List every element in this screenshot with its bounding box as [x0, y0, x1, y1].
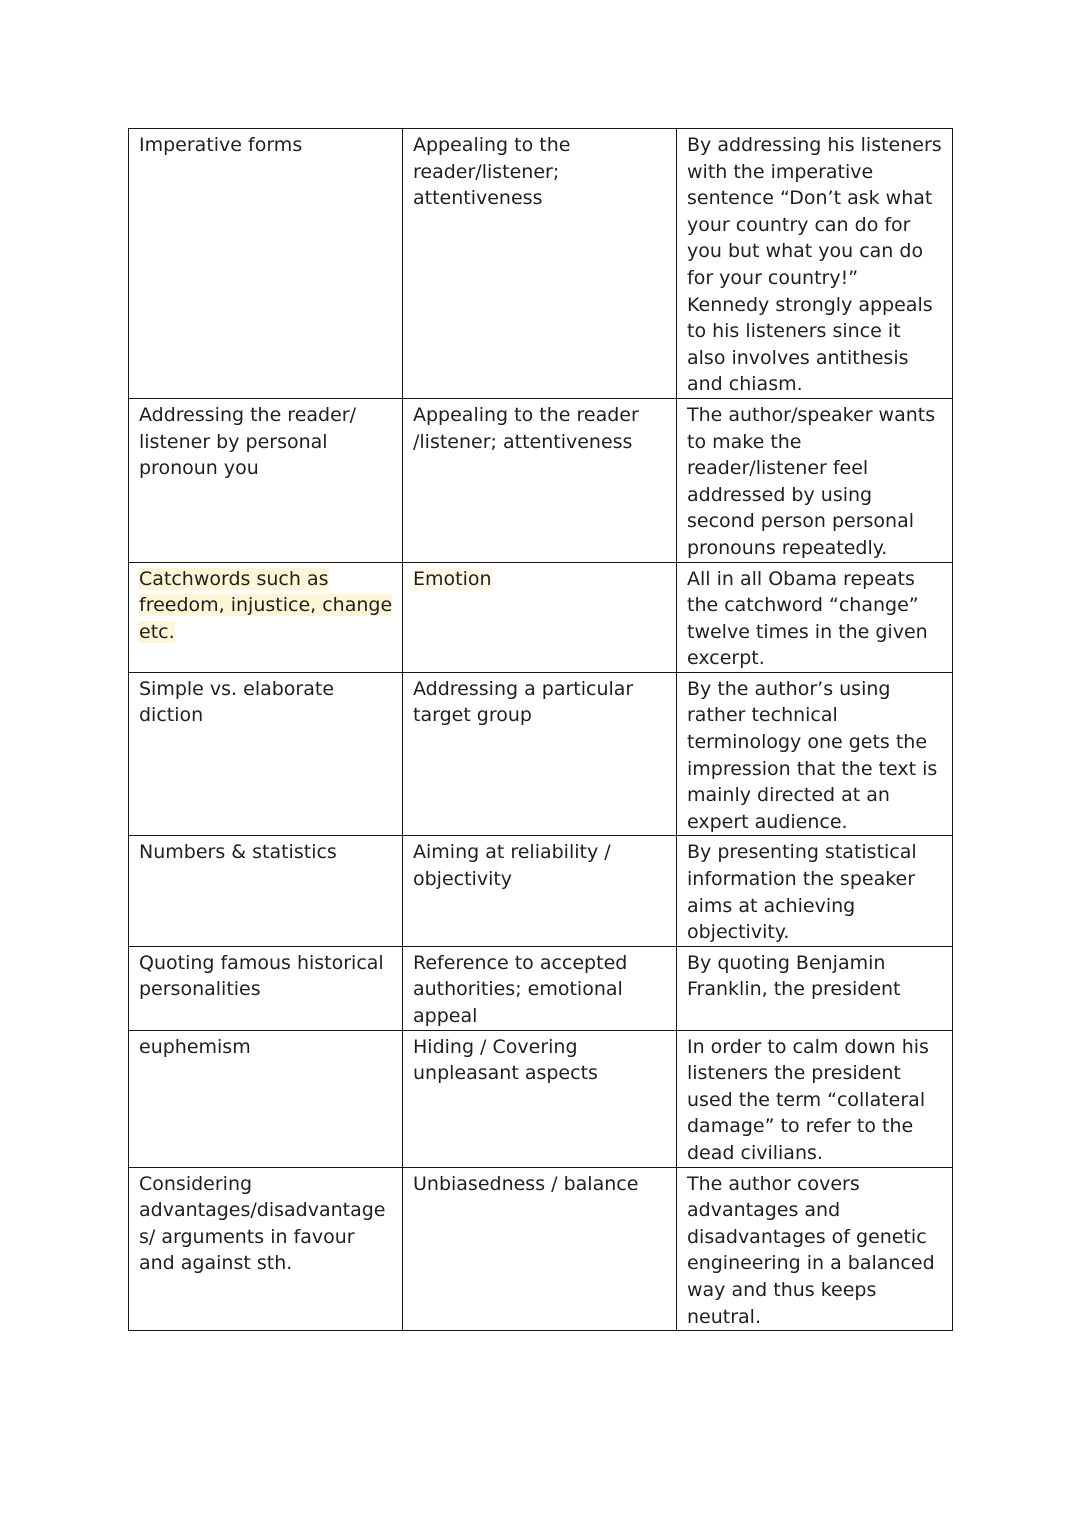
table-row — [129, 836, 953, 946]
highlighted-text: Catchwords such as freedom, injustice, change etc. — [139, 567, 393, 643]
example-cell: The author covers advantages and disadvantages of genetic engineering in a balanced way and thus keeps neutral. — [677, 1167, 953, 1331]
table-row — [129, 129, 953, 399]
example-cell: All in all Obama repeats the catchword “change” twelve times in the given excerpt. — [677, 562, 953, 672]
function-cell: Reference to accepted authorities; emotional appeal — [403, 946, 677, 1030]
device-cell: Simple vs. elaborate diction — [129, 672, 403, 836]
function-cell: Addressing a particular target group — [403, 672, 677, 836]
device-cell: Addressing the reader/ listener by personal pronoun you — [129, 398, 403, 562]
device-cell: Imperative forms — [129, 129, 403, 399]
device-cell: euphemism — [129, 1030, 403, 1167]
function-cell: Unbiasedness / balance — [403, 1167, 677, 1331]
function-cell: Aiming at reliability / objectivity — [403, 836, 677, 946]
example-cell: By addressing his listeners with the imperative sentence “Don’t ask what your country can do for you but what you can do for your country!” Kennedy strongly appeals to his listeners since it also involves antithesis and chiasm. — [677, 129, 953, 399]
table-row — [129, 672, 953, 836]
stylistic-devices-table — [128, 128, 953, 1331]
example-cell: The author/speaker wants to make the reader/listener feel addressed by using second person personal pronouns repeatedly. — [677, 398, 953, 562]
table-row — [129, 1167, 953, 1331]
table-row — [129, 398, 953, 562]
device-cell — [129, 562, 403, 672]
table-row — [129, 562, 953, 672]
device-cell: Quoting famous historical personalities — [129, 946, 403, 1030]
function-cell: Appealing to the reader/listener; attentiveness — [403, 129, 677, 399]
document-page — [128, 128, 952, 1331]
device-cell: Considering advantages/disadvantages/ arguments in favour and against sth. — [129, 1167, 403, 1331]
device-cell: Numbers & statistics — [129, 836, 403, 946]
example-cell: By presenting statistical information the speaker aims at achieving objectivity. — [677, 836, 953, 946]
example-cell: By the author’s using rather technical terminology one gets the impression that the text is mainly directed at an expert audience. — [677, 672, 953, 836]
function-cell — [403, 562, 677, 672]
example-cell: In order to calm down his listeners the president used the term “collateral damage” to refer to the dead civilians. — [677, 1030, 953, 1167]
example-cell: By quoting Benjamin Franklin, the president — [677, 946, 953, 1030]
function-cell: Hiding / Covering unpleasant aspects — [403, 1030, 677, 1167]
function-cell: Appealing to the reader /listener; attentiveness — [403, 398, 677, 562]
table-row — [129, 946, 953, 1030]
highlighted-text: Emotion — [413, 567, 492, 590]
table-row — [129, 1030, 953, 1167]
